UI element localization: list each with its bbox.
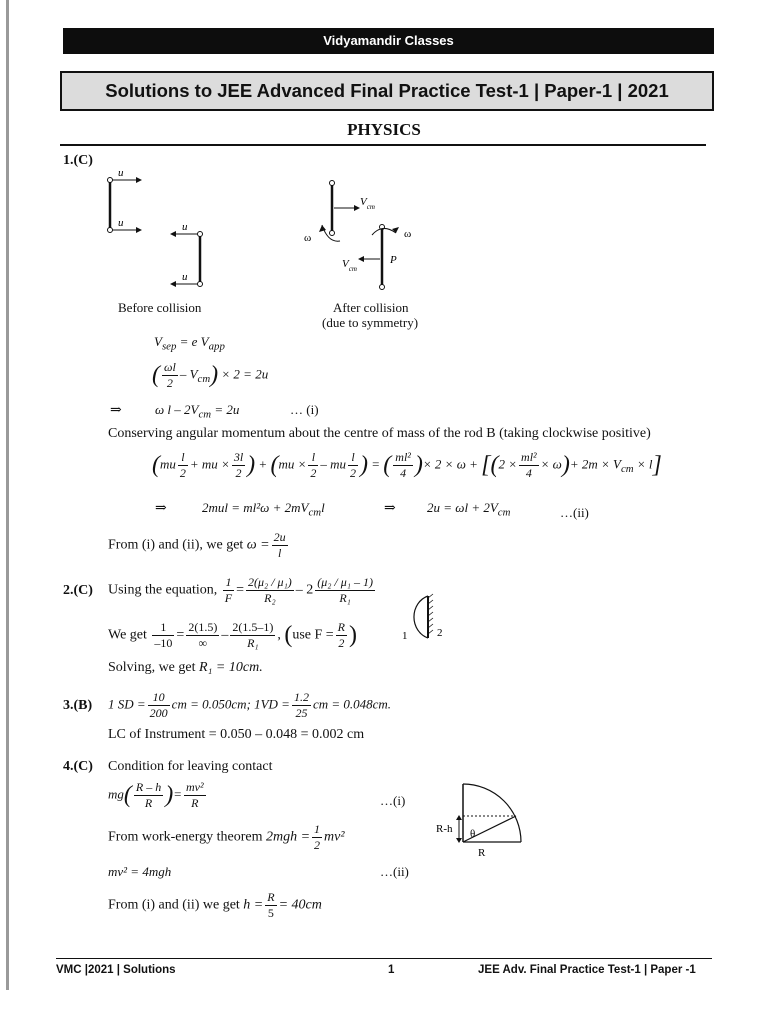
q1-tag-i: … (i) xyxy=(290,402,319,417)
q3-line2: LC of Instrument = 0.050 – 0.048 = 0.002 cm xyxy=(108,727,365,742)
q4-eq1: mg( $\frac{R - h}{R}$ )= $\frac{\text{mv²}}{R}$ xyxy=(108,780,204,810)
footer-rule xyxy=(56,958,712,959)
footer-right: JEE Adv. Final Practice Test-1 | Paper -1 xyxy=(478,964,696,976)
q1-eq6: $2u = \omega l + 2V_{cm}$ xyxy=(427,500,511,519)
q2-equation-line: Using the equation, $\frac{1}{F}$ = $\frac{\text{2(μ₂ / μ₁)}}{\text{R₂}}$ – 2 $\frac{\text{(μ₂ / μ₁ – 1)}}{\text{R₁}}$ xyxy=(108,575,373,605)
q1-u-label-3: u xyxy=(182,221,188,233)
q1-u-label-4: u xyxy=(182,271,188,283)
q4-tag-ii: …(ii) xyxy=(380,864,409,879)
q1-omega-left: ω xyxy=(304,232,312,244)
q4-work-line: From work-energy theorem 2mgh = $\frac{1}{2}$ mv² xyxy=(108,822,345,852)
q1-before-figure xyxy=(100,168,240,298)
q4-tag-i: …(i) xyxy=(380,793,406,808)
q2-fig-label-2: 2 xyxy=(437,627,443,639)
q1-label: 1.(C) xyxy=(63,153,93,168)
q1-implies-3: ⇒ xyxy=(384,501,396,516)
footer-page-number: 1 xyxy=(388,964,395,976)
q1-conserve-text: Conserving angular momentum about the centre of mass of the rod B (taking clockwise positive) xyxy=(108,426,651,441)
institute-banner: Vidyamandir Classes xyxy=(63,28,714,54)
q1-p-label: P xyxy=(390,254,397,266)
q1-after-figure xyxy=(300,175,430,300)
q1-after-caption-1: After collision xyxy=(333,300,409,315)
q1-before-caption: Before collision xyxy=(118,300,202,315)
q2-lens-mirror-figure xyxy=(398,592,458,644)
subject-rule xyxy=(60,144,706,146)
q1-eq3: ω $l - 2V_{cm} = 2u$ xyxy=(155,402,240,421)
q2-solving-line: Solving, we get R₁ = 10cm. xyxy=(108,660,263,675)
q3-line1: 1 SD = $\frac{10}{200}$ cm = 0.050cm; 1VD = $\frac{1.2}{25}$ cm = 0.048cm. xyxy=(108,690,392,720)
q1-eq2: ( $\frac{\omega l}{2}$ – $V_{cm}) \times 2 = 2u$ xyxy=(152,360,269,390)
q1-after-caption-2: (due to symmetry) xyxy=(322,315,419,330)
q1-tag-ii: …(ii) xyxy=(560,505,589,520)
q1-omega-right: ω xyxy=(404,228,412,240)
q4-sphere-figure xyxy=(432,780,532,865)
q1-eq1: $V_{sep} = e$ $V_{app}$ xyxy=(154,334,225,353)
q4-fig-r: R xyxy=(478,847,486,859)
q1-implies-1: ⇒ xyxy=(110,403,122,418)
q2-label: 2.(C) xyxy=(63,583,93,598)
q4-eq2: mv² = 4mgh xyxy=(108,864,172,879)
q3-label: 3.(B) xyxy=(63,698,93,713)
q1-u-label-2: u xyxy=(118,217,124,229)
q4-result: From (i) and (ii) we get h = $\frac{R}{5}$ = 40cm xyxy=(108,890,322,920)
page-title: Solutions to JEE Advanced Final Practice Test-1 | Paper-1 | 2021 xyxy=(60,71,714,111)
q1-eq5: $2mul = ml^2\omega + 2mV_{cm}l$ xyxy=(202,500,325,519)
subject-heading: PHYSICS xyxy=(347,120,421,139)
svg-text:Vcm: $V_{cm}$ xyxy=(342,258,357,273)
q1-result: From (i) and (ii), we get ω = $\frac{2u}{l}$ xyxy=(108,530,286,560)
q4-condition: Condition for leaving contact xyxy=(108,759,273,774)
q1-implies-2: ⇒ xyxy=(155,501,167,516)
q2-fig-label-1: 1 xyxy=(402,630,408,642)
q1-eq4: (mu $\frac{l}{2}$ + mu × $\frac{3l}{2}$ ) + (mu × $\frac{l}{2}$ – mu $\frac{l}{2}$ ) = ( $\frac{\text{ml²}}{4}$ )× 2 × ω + [(2 × $\frac{\text{ml²}}{4}$ × $\omega)+ 2m \times V_{cm} \times l$] xyxy=(152,450,662,480)
q4-fig-theta: θ xyxy=(470,828,476,840)
q4-label: 4.(C) xyxy=(63,759,93,774)
q1-u-label-1: u xyxy=(118,167,124,179)
footer-left: VMC |2021 | Solutions xyxy=(56,964,176,976)
q2-we-get-line: We get $\frac{1}{-10}$ = $\frac{2(1.5)}{\infty}$ – $\frac{2(1.5-1)}{\text{R₁}}$ , (use F = $\frac{R}{2}$ ) xyxy=(108,620,358,650)
left-margin-rule xyxy=(6,0,9,990)
svg-text:Vcm: $V_{cm}$ xyxy=(360,196,375,211)
q4-fig-rh: R-h xyxy=(436,823,453,835)
